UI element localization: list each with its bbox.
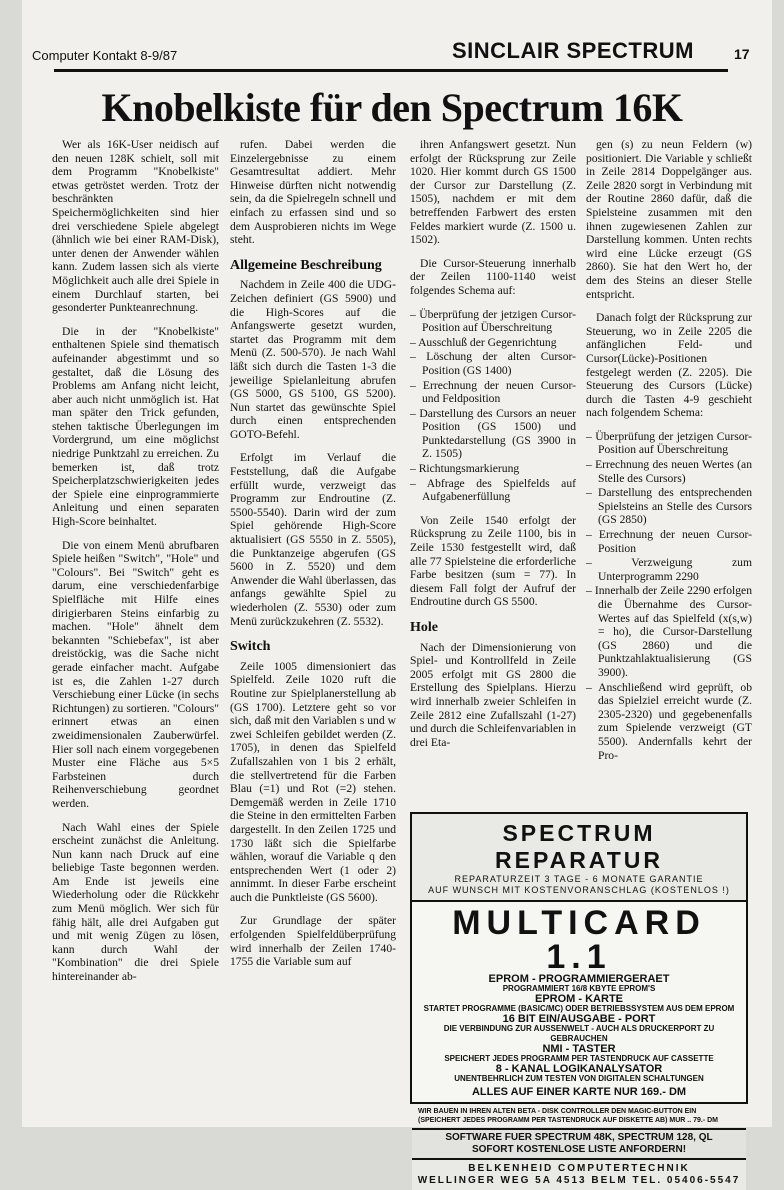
list-item: – Verzweigung zum Unterprogramm 2290 bbox=[586, 556, 752, 583]
column-3 bbox=[410, 138, 576, 759]
paragraph: Zeile 1005 dimensioniert das Spielfeld. Zeile 1020 ruft die Routine zur Spielplanerstellung ab (GS 1700). Letztere geht so vor sich, daß mit den Variablen s und w zwei Schleifen gebildet werden (Z. 1705), in denen das Spielfeld Zufallszahlen von 1 bis 2 erhält, die stellvertretend für die Farben Blau (=1) und Rot (=2) stehen. Demgemäß werden in Zeile 1710 die Steine in den ermittelten Farben dargestellt. In den Zeilen 1725 und 1730 läßt sich die Spielfarbe wählen, worauf die Variable q den entsprechenden Wert (1 oder 2) annimmt. In dieser Farbe erscheint auch die Punktleiste (GS 5600). bbox=[230, 659, 396, 904]
paragraph: Zur Grundlage der später erfolgenden Spielfeldüberprüfung wird innerhalb der Zeilen 1740-1755 die Variable sum auf bbox=[230, 914, 396, 969]
ad-contact: WELLINGER WEG 5A 4513 BELM TEL. 05406-5547 bbox=[417, 1175, 741, 1186]
page-number: 17 bbox=[734, 46, 750, 62]
ad-feature: 16 BIT EIN/AUSGABE - PORT bbox=[502, 1013, 656, 1025]
paragraph: Die Cursor-Steuerung innerhalb der Zeilen 1100-1140 weist folgendes Schema auf: bbox=[410, 256, 576, 297]
list bbox=[586, 430, 752, 762]
column-2 bbox=[230, 138, 396, 979]
paragraph: Nach Wahl eines der Spiele erscheint zunächst die Anleitung. Nun kann nach Druck auf eine beliebige Taste begonnen werden. Am Ende ist jeweils eine Wiederholung oder die Rückkehr zum Menü möglich. Wer sich für fähig hält, alle drei Aufgaben gut und mit wenig Zügen zu lösen, kann durch Wahl der "Kombination" die drei Spiele hintereinander ab- bbox=[52, 820, 219, 984]
ad-feature-desc: DIE VERBINDUNG ZUR AUSSENWELT - AUCH ALS DRUCKERPORT ZU GEBRAUCHEN bbox=[443, 1024, 715, 1043]
list-item: – Errechnung des neuen Wertes (an Stelle des Cursors) bbox=[586, 458, 752, 485]
paragraph: Wer als 16K-User neidisch auf den neuen 128K schielt, soll mit dem Programm "Knobelkiste" etwas getröstet werden. Trotz der beschränkten Speichermöglichkeiten sind hier drei verschiedene Spiele abgelegt (ähnlich wie bei einer RAM-Disk), unter denen der Anwender wählen kann. Zudem lassen sich als vierte Möglichkeit auch alle drei Spiele in einem Durchlauf starten, bei gesonderter Punkteanrechnung. bbox=[52, 138, 219, 315]
subheading: Allgemeine Beschreibung bbox=[230, 257, 382, 273]
ad-note: WIR BAUEN IN IHREN ALTEN BETA - DISK CONTROLLER DEN MAGIC-BUTTON EIN (SPEICHERT JEDES PROGRAMM PER TASTENDRUCK AUF DISKETTE AB) MUR .. 79.- DM bbox=[412, 1104, 746, 1130]
paragraph: Erfolgt im Verlauf die Feststellung, daß die Aufgabe erfüllt wurde, verzweigt das Programm zur Endroutine (Z. 5500-5540). Darin wird der zum Spiel gehörende High-Score aktualisiert (GS 5550 in Z. 5505), die Punktanzeige abgerufen (GS 5600 in Z. 5520) und dem Anwender die Wahl überlassen, das anfangs gewählte Spiel zu wiederholen (Z. 5530) oder zum Menü zurückzukehren (Z. 5532). bbox=[230, 451, 396, 628]
ad-product-block bbox=[412, 902, 746, 1104]
ad-company: BELKENHEID COMPUTERTECHNIK bbox=[468, 1163, 690, 1174]
list-item: – Ausschluß der Gegenrichtung bbox=[410, 336, 576, 350]
list bbox=[410, 308, 576, 504]
paragraph: Danach folgt der Rücksprung zur Steuerung, wo in Zeile 2205 die anfänglichen Feld- und Cursor(Lücke)-Positionen festgelegt werden (Z. 2205). Die Steuerung des Cursors (Lücke) durch die Tasten 4-9 geschieht nach folgendem Schema: bbox=[586, 311, 752, 420]
ad-feature-desc: PROGRAMMIERT 16/8 KBYTE EPROM'S bbox=[502, 984, 656, 993]
list-item: – Darstellung des Cursors an neuer Position (GS 1500) und Punktedarstellung (GS 3900 in Z. 1505) bbox=[410, 407, 576, 461]
list-item: – Überprüfung der jetzigen Cursor-Position auf Überschreitung bbox=[586, 430, 752, 457]
ad-subtitle: AUF WUNSCH MIT KOSTENVORANSCHLAG (KOSTENLOS !) bbox=[428, 885, 730, 895]
ad-subtitle: REPARATURZEIT 3 TAGE - 6 MONATE GARANTIE bbox=[454, 874, 704, 884]
paragraph: Nachdem in Zeile 400 die UDG-Zeichen definiert (GS 5900) und die High-Scores auf die Anfangswerte gesetzt wurden, startet das Programm mit dem Menü (Z. 500-570). Je nach Wahl läßt sich durch die Tasten 1-3 die jeweilige Spielanleitung abrufen (GS 5000, GS 5100, GS 5200). Nun startet das gewünschte Spiel durch einen entsprechenden GOTO-Befehl. bbox=[230, 278, 396, 441]
paragraph: Von Zeile 1540 erfolgt der Rücksprung zu Zeile 1100, bis in Zeile 1530 festgestellt wird, daß alle 77 Spielsteine die erforderliche Farbe besitzen (sum = 77). In diesem Fall folgt der Aufruf der Endroutine durch GS 5500. bbox=[410, 513, 576, 609]
ad-price: ALLES AUF EINER KARTE NUR 169.- DM bbox=[471, 1086, 687, 1098]
list-item: – Innerhalb der Zeile 2290 erfolgen die Übernahme des Cursor-Wertes auf das Spielfeld (x(s,w) = ho), die Cursor-Darstellung (GS 2860) und die Punktzahlaktualisierung (GS 3900). bbox=[586, 584, 752, 679]
ad-feature-desc: STARTET PROGRAMME (BASIC/MC) ODER BETRIEBSSYSTEM AUS DEM EPROM bbox=[423, 1004, 735, 1013]
advertisement bbox=[410, 812, 748, 1186]
page-header bbox=[32, 40, 752, 70]
ad-feature: EPROM - PROGRAMMIERGERAET bbox=[488, 973, 670, 985]
list-item: – Löschung der alten Cursor-Position (GS 1400) bbox=[410, 350, 576, 377]
paragraph: rufen. Dabei werden die Einzelergebnisse zu einem Gesamtresultat addiert. Mehr Hinweise dürften nicht notwendig sein, da die Spielregeln schnell und einfach zu erfassen sind und so dem Ausprobieren nichts im Wege steht. bbox=[230, 138, 396, 247]
ad-brand: MULTICARD 1.1 bbox=[452, 904, 706, 976]
ad-software-line: SOFTWARE FUER SPECTRUM 48K, SPECTRUM 128, QL bbox=[445, 1132, 713, 1143]
ad-feature-desc: SPEICHERT JEDES PROGRAMM PER TASTENDRUCK AUF CASSETTE bbox=[444, 1054, 714, 1063]
article-title: Knobelkiste für den Spectrum 16K bbox=[101, 85, 683, 130]
ad-feature: 8 - KANAL LOGIKANALYSATOR bbox=[495, 1063, 663, 1075]
header-rule bbox=[54, 69, 728, 72]
magazine-issue: Computer Kontakt 8-9/87 bbox=[32, 48, 178, 63]
ad-repair-banner bbox=[412, 814, 746, 902]
list-item: – Darstellung des entsprechenden Spielsteins an Stelle des Cursors (GS 2850) bbox=[586, 486, 752, 527]
paragraph: Die von einem Menü abrufbaren Spiele heißen "Switch", "Hole" und "Colours". Bei "Switch" geht es darum, eine verschiedenfarbige Spielfläche mit Hilfe eines dirigierbaren Steins einfarbig zu machen. "Hole" ähnelt dem bekannten "Schiebefax", ist aber dreistöckig, was die Sache nicht gerade einfacher macht. Aufgabe ist es, die Zahlen 1-27 durch Verschiebung einer Lücke (in sechs Richtungen) zu sortieren. "Colours" erinnert etwas an einen zweidimensionalen Zauberwürfel. Hier soll nach einem vorgegebenen Muster eine Fläche aus 5×5 Farbsteinen durch Reihenverschiebung geordnet werden. bbox=[52, 538, 219, 810]
list-item: – Richtungsmarkierung bbox=[410, 462, 576, 476]
list-item: – Anschließend wird geprüft, ob das Spielziel erreicht wurde (Z. 2305-2320) und gegebenenfalls zum Spielende verzweigt (GT 5500). Andernfalls kehrt der Pro- bbox=[586, 681, 752, 763]
ad-address bbox=[412, 1160, 746, 1190]
paragraph: ihren Anfangswert gesetzt. Nun erfolgt der Rücksprung zur Zeile 1020. Hier kommt durch GS 1500 der Cursor zur Darstellung (Z. 1505), nachdem er mit dem betreffenden Farbwert des ersten Feldes markiert wurde (Z. 1500 u. 1502). bbox=[410, 138, 576, 247]
ad-feature: EPROM - KARTE bbox=[535, 993, 623, 1005]
paragraph: gen (s) zu neun Feldern (w) positioniert. Die Variable y schließt in Zeile 2814 Doppelgänger aus. Zeile 2820 sorgt in Verbindung mit der Routine 2860 dafür, daß die Spielsteine zusammen mit den ihnen zugewiesenen Zahlen zur Darstellung kommen. Unten rechts wird eine Lücke erzeugt (GS 2860). Sie hat den Wert ho, der dem des Steins an dieser Stelle entspricht. bbox=[586, 138, 752, 301]
ad-title: SPECTRUM REPARATUR bbox=[495, 820, 663, 873]
list-item: – Errechnung der neuen Cursor- und Feldposition bbox=[410, 379, 576, 406]
column-4 bbox=[586, 138, 752, 772]
ad-feature-desc: UNENTBEHRLICH ZUM TESTEN VON DIGITALEN SCHALTUNGEN bbox=[454, 1074, 704, 1083]
list-item: – Überprüfung der jetzigen Cursor-Position auf Überschreitung bbox=[410, 308, 576, 335]
paragraph: Die in der "Knobelkiste" enthaltenen Spiele sind thematisch aufeinander abgestimmt und so gestaltet, daß die Lösung des Problems am Anfang nicht leicht, aber auch nicht unmöglich ist. Hat man später den Trick gefunden, stehen taktische Überlegungen im Vordergrund, um eine möglichst niedrige Punktzahl zu erreichen. Zu bemerken ist, daß trotz Speicherplatzschwierigkeiten jedes der Spiele eine einprogrammierte Anleitung und einen separaten High-Score beinhaltet. bbox=[52, 324, 219, 529]
list-item: – Abfrage des Spielfelds auf Aufgabenerfüllung bbox=[410, 477, 576, 504]
ad-software bbox=[412, 1130, 746, 1160]
list-item: – Errechnung der neuen Cursor-Position bbox=[586, 528, 752, 555]
ad-feature: NMI - TASTER bbox=[542, 1043, 616, 1055]
subheading: Switch bbox=[230, 639, 271, 655]
subheading: Hole bbox=[410, 620, 438, 635]
paragraph: Nach der Dimensionierung von Spiel- und Kontrollfeld in Zeile 2005 erfolgt mit GS 2800 die Erstellung des Spielplans. Hierzu wird innerhalb zweier Schleifen in Zeile 2812 eine Zufallszahl (1-27) und durch die Schleifenvariablen in drei Eta- bbox=[410, 640, 576, 749]
column-1 bbox=[52, 138, 219, 994]
ad-software-line: SOFORT KOSTENLOSE LISTE ANFORDERN! bbox=[471, 1144, 687, 1155]
section-title: SINCLAIR SPECTRUM bbox=[452, 38, 694, 63]
